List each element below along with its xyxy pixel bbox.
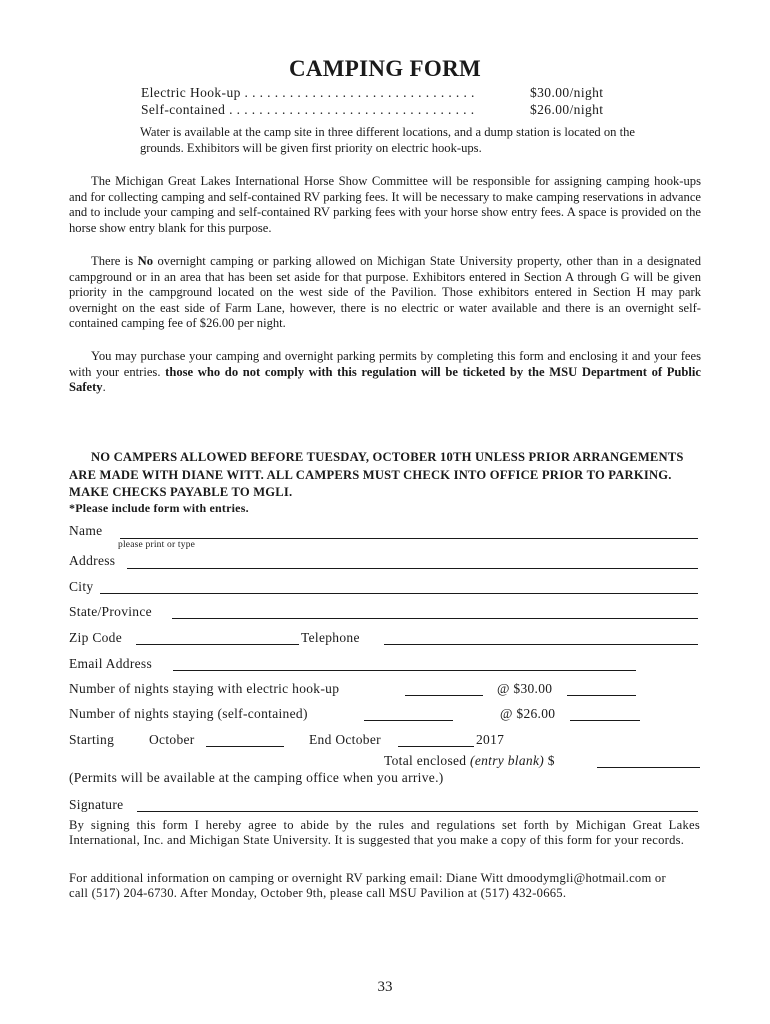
name-hint: please print or type	[118, 540, 196, 550]
address-field[interactable]	[127, 568, 698, 569]
electric-nights-label: Number of nights staying with electric hook-up	[69, 681, 340, 696]
signature-field[interactable]	[137, 811, 698, 812]
total-enclosed-label: Total enclosed (entry blank) $	[384, 753, 555, 768]
fee-self-label: Self-contained . . . . . . . . . . . . . . . . . . . . . . . . . . . . . . . . .	[141, 102, 475, 117]
agreement-text: By signing this form I hereby agree to abide by the rules and regulations set forth by Michigan Great Lakes International, Inc. and Michigan State University. It is suggested that you make a copy of this form for your records.	[69, 818, 700, 848]
end-october-label: End October	[309, 732, 381, 747]
email-field[interactable]	[173, 670, 636, 671]
telephone-field[interactable]	[384, 644, 698, 645]
paragraph-overnight-rules: There is No overnight camping or parking allowed on Michigan State University property, other than in a designated campground or in an area that has been set aside for that purpose. Exhibitors entered in Section A through G will be given priority in the campground located on the west side of the Pavilion. Those exhibitors entered in Section H may park overnight on the east side of Farm Lane, however, there is no electric or water available and there is an overnight self-contained camping fee of $26.00 per night.	[69, 254, 702, 331]
notice-no-campers: NO CAMPERS ALLOWED BEFORE TUESDAY, OCTOBER 10TH UNLESS PRIOR ARRANGEMENTS ARE MADE WITH DIANE WITT. ALL CAMPERS MUST CHECK INTO OFFICE PRIOR TO PARKING. MAKE CHECKS PAYABLE TO MGLI.	[69, 450, 684, 499]
name-field[interactable]	[120, 538, 698, 539]
fee-electric-amount: $30.00/night	[530, 85, 604, 100]
electric-total-field[interactable]	[567, 695, 636, 696]
name-label: Name	[69, 523, 103, 538]
water-note: Water is available at the camp site in three different locations, and a dump station is located on the grounds. Exhibitors will be given first priority on electric hook-ups.	[140, 125, 635, 155]
paragraph-permits: You may purchase your camping and overnight parking permits by completing this form and enclosing it and your fees with your entries. those who do not comply with this regulation will be ticketed by the MSU Department of Public Safety.	[69, 349, 701, 395]
electric-rate-label: @ $30.00	[497, 681, 553, 696]
electric-nights-field[interactable]	[405, 695, 483, 696]
start-date-field[interactable]	[206, 746, 284, 747]
fee-self-amount: $26.00/night	[530, 102, 604, 117]
permits-note: (Permits will be available at the camping office when you arrive.)	[69, 770, 444, 785]
end-date-field[interactable]	[398, 746, 474, 747]
start-october-label: October	[149, 732, 195, 747]
city-field[interactable]	[100, 593, 698, 594]
total-enclosed-field[interactable]	[597, 767, 700, 768]
include-form-note: *Please include form with entries.	[69, 501, 249, 515]
signature-label: Signature	[69, 797, 124, 812]
state-field[interactable]	[172, 618, 698, 619]
page-title: CAMPING FORM	[288, 56, 482, 81]
starting-label: Starting	[69, 732, 115, 747]
zip-field[interactable]	[136, 644, 299, 645]
email-label: Email Address	[69, 656, 153, 671]
address-label: Address	[69, 553, 116, 568]
city-label: City	[69, 579, 94, 594]
self-nights-field[interactable]	[364, 720, 453, 721]
state-label: State/Province	[69, 604, 152, 619]
paragraph-responsibility: The Michigan Great Lakes International Horse Show Committee will be responsible for assigning camping hook-ups and for collecting camping and self-contained RV parking fees. It will be necessary to make camping reservations in advance and to include your camping and self-contained RV parking fees with your horse show entry fees. A space is provided on the horse show entry blank for this purpose.	[69, 174, 701, 235]
self-nights-label: Number of nights staying (self-contained)	[69, 706, 308, 721]
year-label: 2017	[476, 732, 505, 747]
zip-label: Zip Code	[69, 630, 123, 645]
telephone-label: Telephone	[301, 630, 360, 645]
self-rate-label: @ $26.00	[500, 706, 556, 721]
fee-electric-label: Electric Hook-up . . . . . . . . . . . . . . . . . . . . . . . . . . . . . . .	[141, 85, 475, 100]
self-total-field[interactable]	[570, 720, 640, 721]
page-number: 33	[377, 979, 393, 995]
contact-info: For additional information on camping or overnight RV parking email: Diane Witt dmoodymgli@hotmail.com or call (517) 204-6730. After Monday, October 9th, please call MSU Pavilion at (517) 432-0665.	[69, 871, 666, 901]
